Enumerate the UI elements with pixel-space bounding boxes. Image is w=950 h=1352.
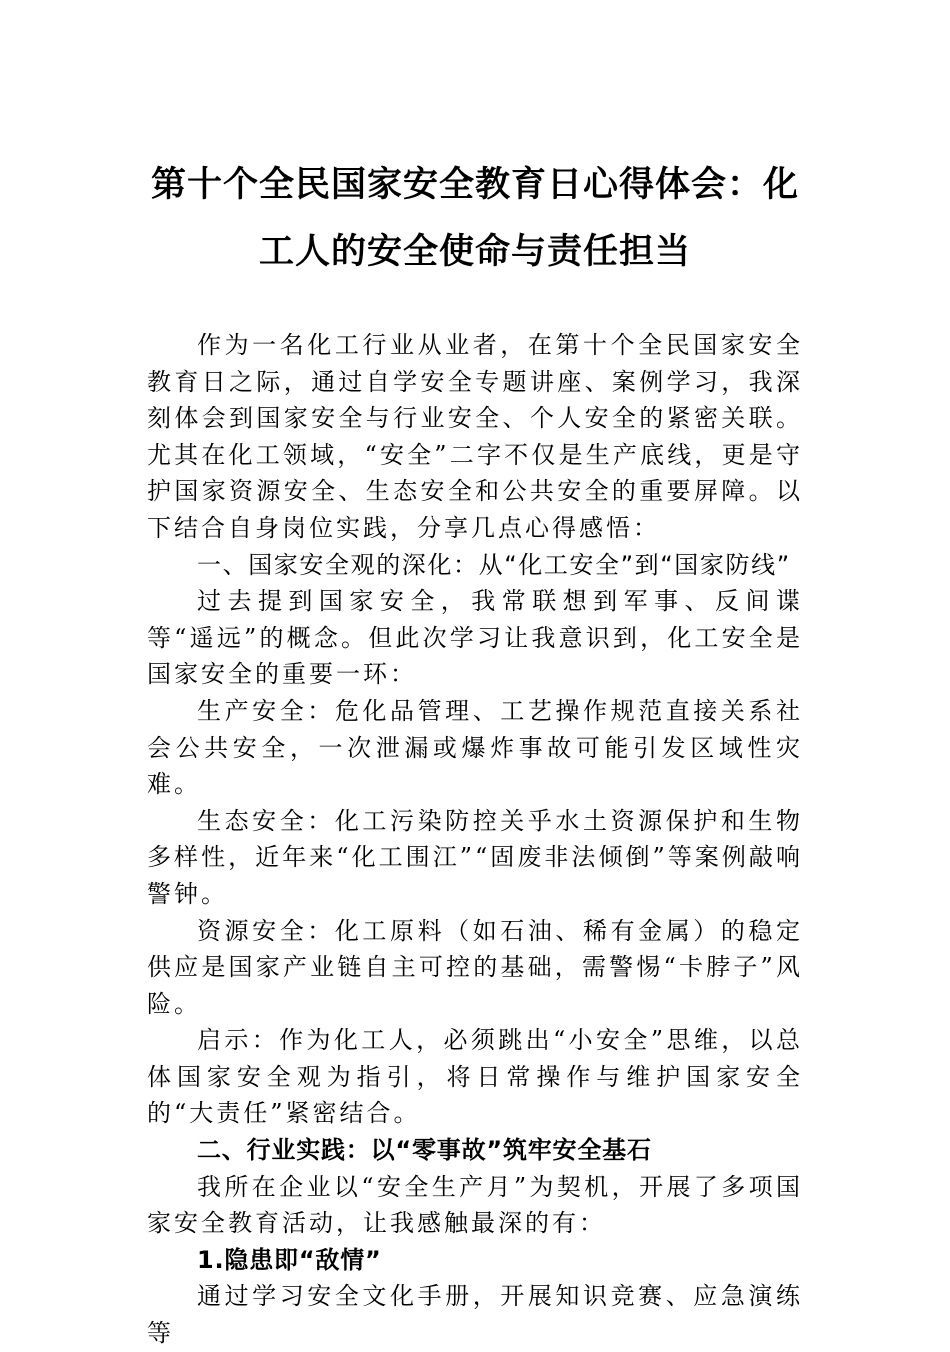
document-body [147,327,803,1352]
body-paragraph: 资源安全：化工原料（如石油、稀有金属）的稳定供应是国家产业链自主可控的基础，需警惕“卡脖子”风险。 [147,916,803,1018]
body-paragraph: 生态安全：化工污染防控关乎水土资源保护和生物多样性，近年来“化工围江”“固废非法倾倒”等案例敲响警钟。 [147,806,803,908]
intro-paragraph: 作为一名化工行业从业者，在第十个全民国家安全教育日之际，通过自学安全专题讲座、案例学习，我深刻体会到国家安全与行业安全、个人安全的紧密关联。尤其在化工领域，“安全”二字不仅是生产底线，更是守护国家资源安全、生态安全和公共安全的重要屏障。以下结合自身岗位实践，分享几点心得感悟： [147,331,803,542]
section-heading-1: 一、国家安全观的深化：从“化工安全”到“国家防线” [197,550,791,579]
subsection-heading: 1.隐患即“敌情” [197,1245,382,1274]
body-paragraph: 通过学习安全文化手册，开展知识竞赛、应急演练等 [147,1282,803,1348]
section-heading-2: 二、行业实践：以“零事故”筑牢安全基石 [197,1136,652,1165]
body-paragraph: 我所在企业以“安全生产月”为契机，开展了多项国家安全教育活动，让我感触最深的有： [147,1172,803,1238]
document-title-line-1: 第十个全民国家安全教育日心得体会：化 [150,164,799,205]
body-paragraph: 生产安全：危化品管理、工艺操作规范直接关系社会公共安全，一次泄漏或爆炸事故可能引发区域性灾难。 [147,696,803,799]
document-title-line-2: 工人的安全使命与责任担当 [258,231,691,272]
body-paragraph: 过去提到国家安全，我常联想到军事、反间谍等“遥远”的概念。但此次学习让我意识到，化工安全是国家安全的重要一环： [147,587,803,689]
body-paragraph: 启示：作为化工人，必须跳出“小安全”思维，以总体国家安全观为指引，将日常操作与维护国家安全的“大责任”紧密结合。 [147,1026,803,1128]
